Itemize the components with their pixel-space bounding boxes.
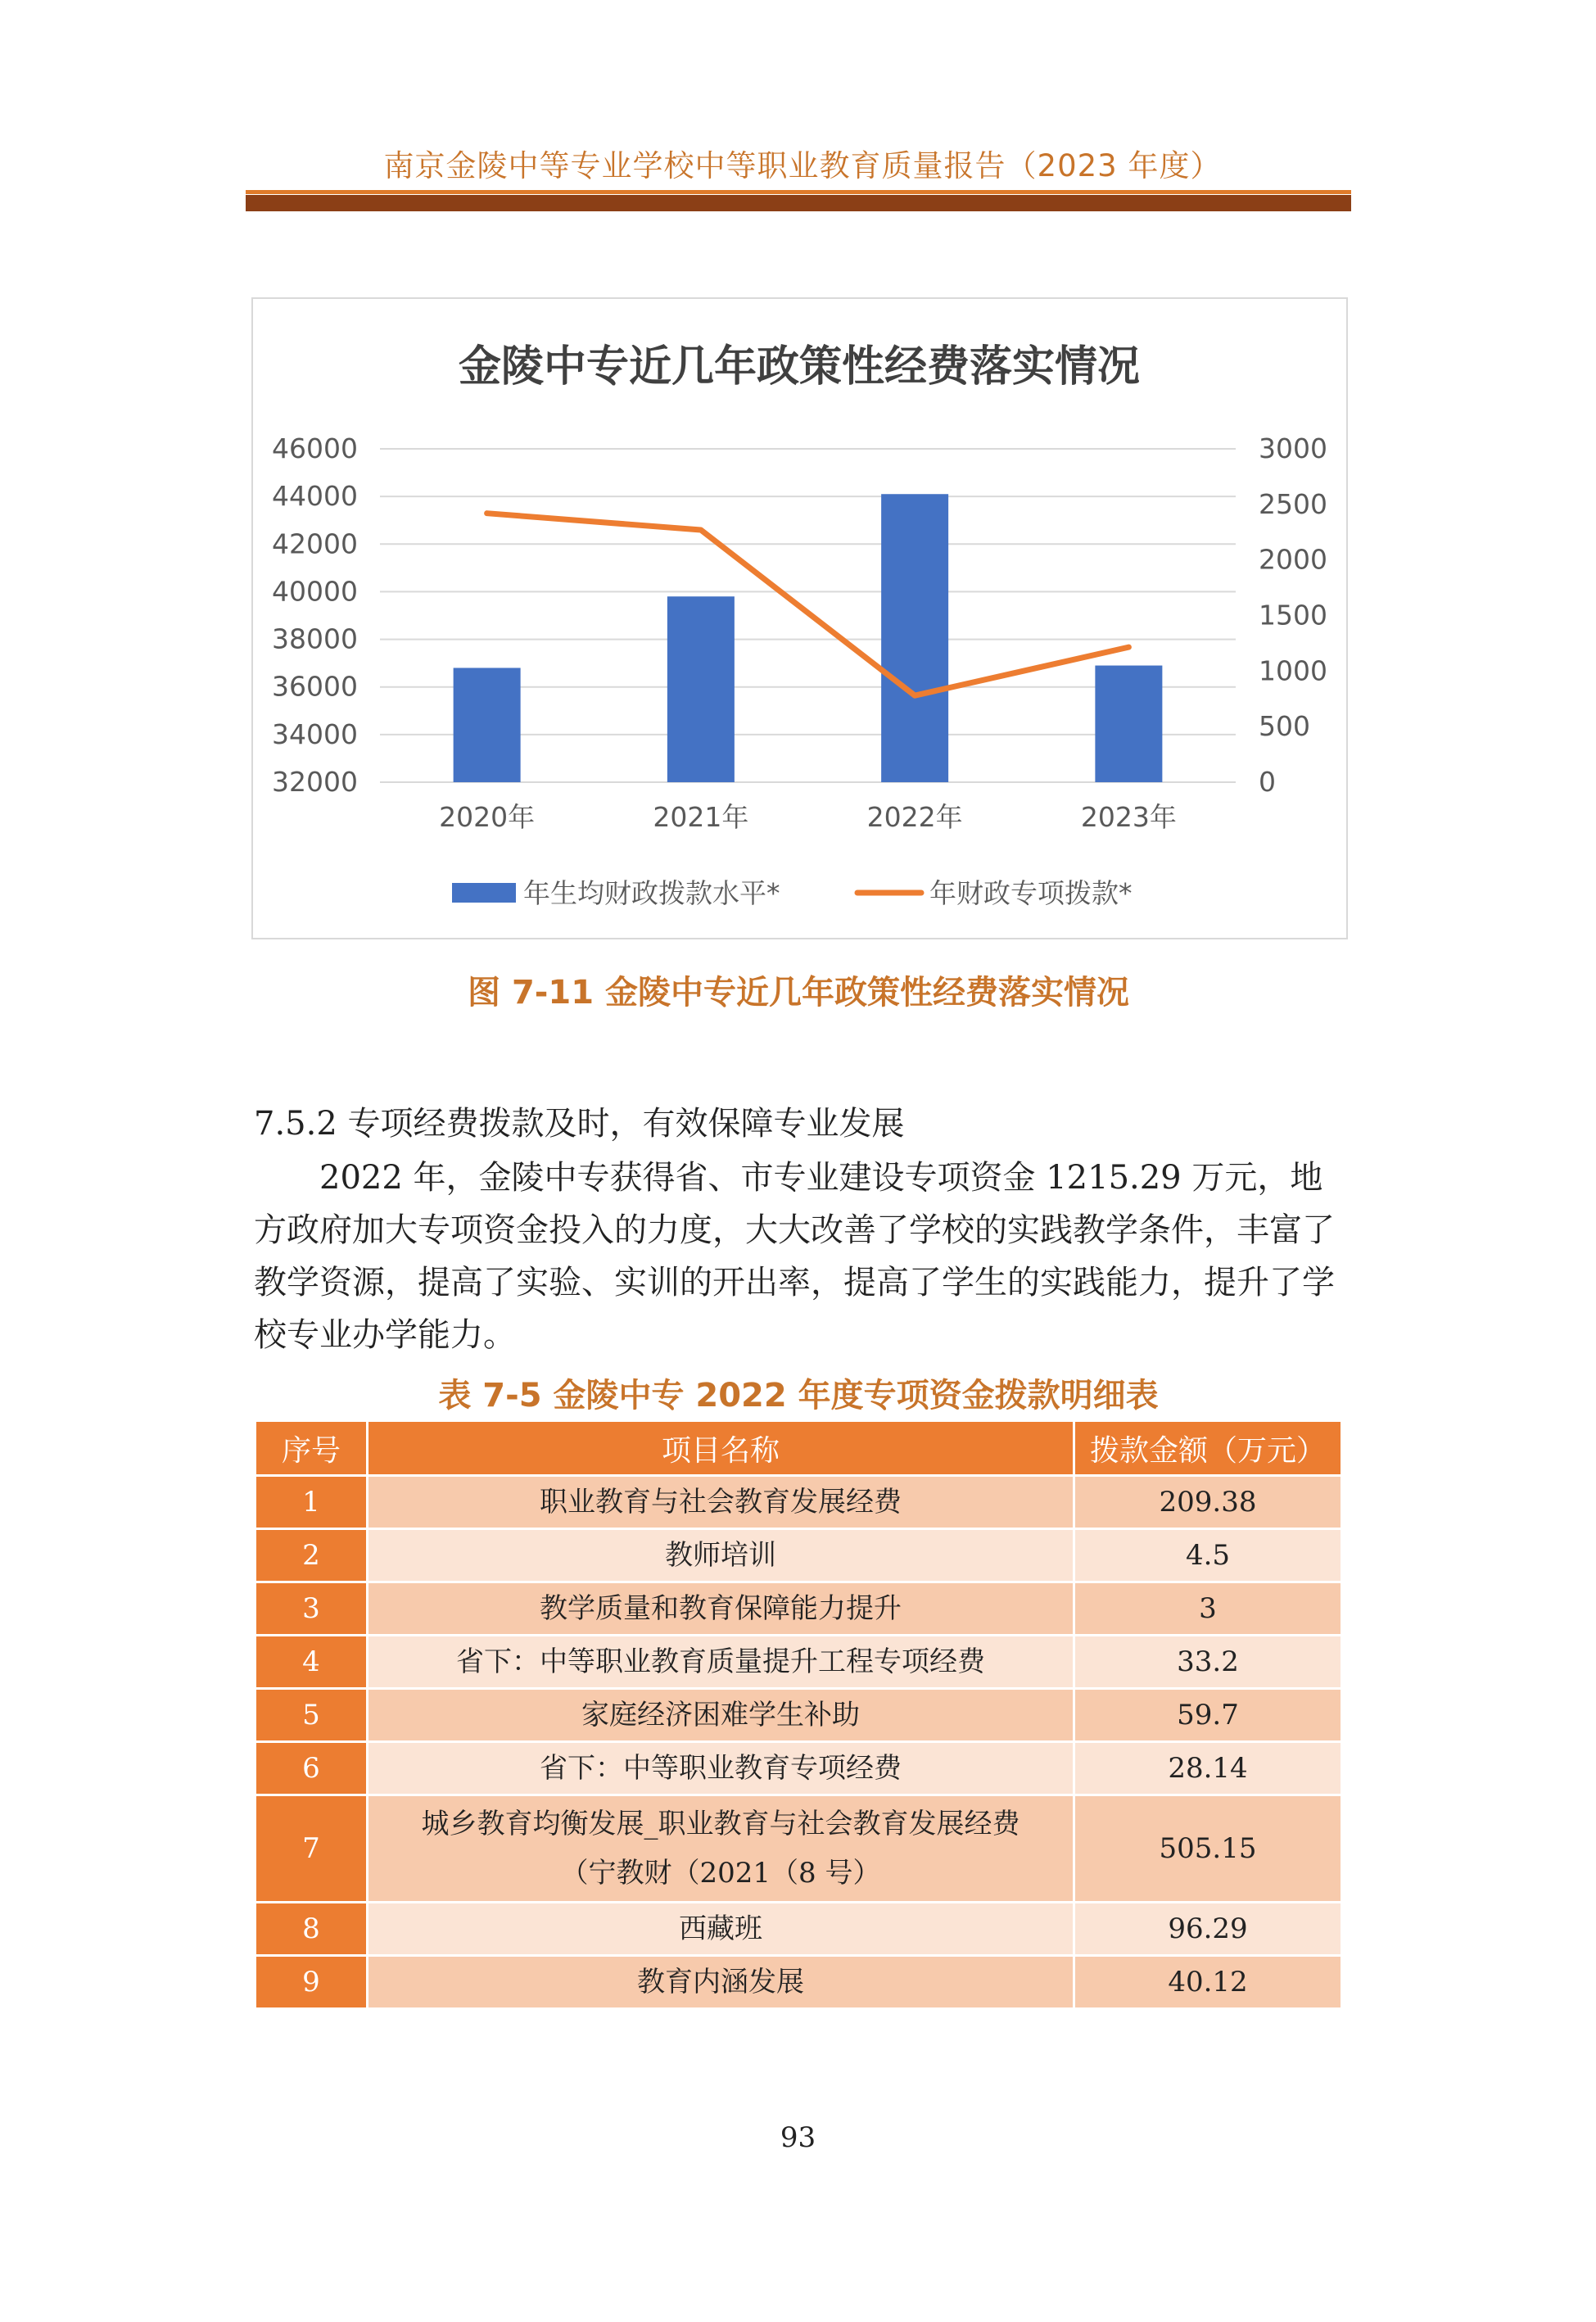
- table-header-row: [255, 1421, 1342, 1476]
- row-amount: 4.5: [1074, 1529, 1342, 1582]
- y-right-tick-label: 3000: [1259, 432, 1327, 464]
- y-left-tick-label: 34000: [272, 717, 358, 750]
- table-row: [255, 1582, 1342, 1636]
- row-project-name: 省下：中等职业教育专项经费: [368, 1742, 1074, 1795]
- y-left-tick-label: 36000: [272, 670, 358, 703]
- y-right-tick-label: 1000: [1259, 654, 1327, 687]
- table-row: [255, 1742, 1342, 1795]
- y-left-tick-label: 32000: [272, 766, 358, 798]
- row-amount: 96.29: [1074, 1903, 1342, 1956]
- x-tick-label: 2020年: [439, 801, 536, 833]
- row-index: 4: [255, 1636, 368, 1689]
- body-paragraph: 2022 年，金陵中专获得省、市专业建设专项资金 1215.29 万元，地方政府加大专项资金投入的力度，大大改善了学校的实践教学条件，丰富了教学资源，提高了实验、实训的开出率，提高了学生的实践能力，提升了学校专业办学能力。: [254, 1159, 1335, 1354]
- table-row: [255, 1476, 1342, 1529]
- y-left-tick-label: 38000: [272, 622, 358, 655]
- legend-swatch-bar: [452, 883, 516, 903]
- bar: [454, 668, 521, 782]
- row-project-name: 教学质量和教育保障能力提升: [368, 1582, 1074, 1636]
- y-right-tick-label: 500: [1259, 710, 1310, 743]
- row-index: 1: [255, 1476, 368, 1529]
- y-right-tick-label: 2500: [1259, 487, 1327, 520]
- legend-label-bar: 年生均财政拨款水平*: [523, 877, 780, 909]
- table-row: [255, 1529, 1342, 1582]
- chart-title: 金陵中专近几年政策性经费落实情况: [458, 342, 1141, 392]
- figure-caption: 图 7-11 金陵中专近几年政策性经费落实情况: [468, 974, 1129, 1012]
- header-title: 南京金陵中等专业学校中等职业教育质量报告（2023 年度）: [383, 148, 1222, 183]
- row-amount: 28.14: [1074, 1742, 1342, 1795]
- y-left-tick-label: 46000: [272, 432, 358, 464]
- y-right-tick-label: 0: [1259, 766, 1276, 798]
- row-project-name: 城乡教育均衡发展_职业教育与社会教育发展经费（宁教财（2021（8 号）: [368, 1795, 1074, 1903]
- header-amount: 拨款金额（万元）: [1074, 1421, 1342, 1476]
- chart-container: [251, 297, 1348, 939]
- x-tick-label: 2021年: [653, 801, 749, 833]
- header-rule-thick: [246, 195, 1351, 211]
- table-row: [255, 1903, 1342, 1956]
- chart-svg: [253, 299, 1346, 938]
- table-caption: 表 7-5 金陵中专 2022 年度专项资金拨款明细表: [438, 1377, 1159, 1414]
- y-right-tick-label: 1500: [1259, 599, 1327, 631]
- table-row: [255, 1795, 1342, 1903]
- header-index: 序号: [255, 1421, 368, 1476]
- y-left-tick-label: 40000: [272, 575, 358, 608]
- line-point: [1128, 646, 1129, 648]
- row-amount: 40.12: [1074, 1956, 1342, 2009]
- table-row: [255, 1956, 1342, 2009]
- y-left-tick-label: 44000: [272, 480, 358, 513]
- funding-table: [254, 1419, 1343, 2010]
- row-project-name: 教师培训: [368, 1529, 1074, 1582]
- row-amount: 505.15: [1074, 1795, 1342, 1903]
- table-row: [255, 1636, 1342, 1689]
- row-index: 7: [255, 1795, 368, 1903]
- line-point: [486, 513, 488, 514]
- bar: [881, 494, 948, 782]
- row-project-name: 教育内涵发展: [368, 1956, 1074, 2009]
- series-line: [487, 514, 1129, 695]
- bar: [667, 596, 735, 782]
- row-project-name: 西藏班: [368, 1903, 1074, 1956]
- row-project-name: 家庭经济困难学生补助: [368, 1689, 1074, 1742]
- row-index: 8: [255, 1903, 368, 1956]
- x-tick-label: 2022年: [866, 801, 963, 833]
- row-amount: 3: [1074, 1582, 1342, 1636]
- row-project-name: 省下：中等职业教育质量提升工程专项经费: [368, 1636, 1074, 1689]
- row-project-name: 职业教育与社会教育发展经费: [368, 1476, 1074, 1529]
- line-point: [700, 529, 702, 531]
- bar: [1095, 666, 1162, 782]
- row-index: 6: [255, 1742, 368, 1795]
- table-row: [255, 1689, 1342, 1742]
- row-index: 9: [255, 1956, 368, 2009]
- section-heading: 7.5.2 专项经费拨款及时，有效保障专业发展: [254, 1105, 905, 1143]
- y-left-tick-label: 42000: [272, 527, 358, 560]
- row-index: 2: [255, 1529, 368, 1582]
- page-number: 93: [780, 2121, 816, 2154]
- row-amount: 209.38: [1074, 1476, 1342, 1529]
- row-amount: 59.7: [1074, 1689, 1342, 1742]
- row-index: 3: [255, 1582, 368, 1636]
- y-right-tick-label: 2000: [1259, 543, 1327, 576]
- row-amount: 33.2: [1074, 1636, 1342, 1689]
- row-index: 5: [255, 1689, 368, 1742]
- header-rule-thin: [246, 190, 1351, 194]
- x-tick-label: 2023年: [1080, 801, 1177, 833]
- header-project-name: 项目名称: [368, 1421, 1074, 1476]
- line-point: [914, 695, 916, 696]
- legend-label-line: 年财政专项拨款*: [929, 877, 1133, 909]
